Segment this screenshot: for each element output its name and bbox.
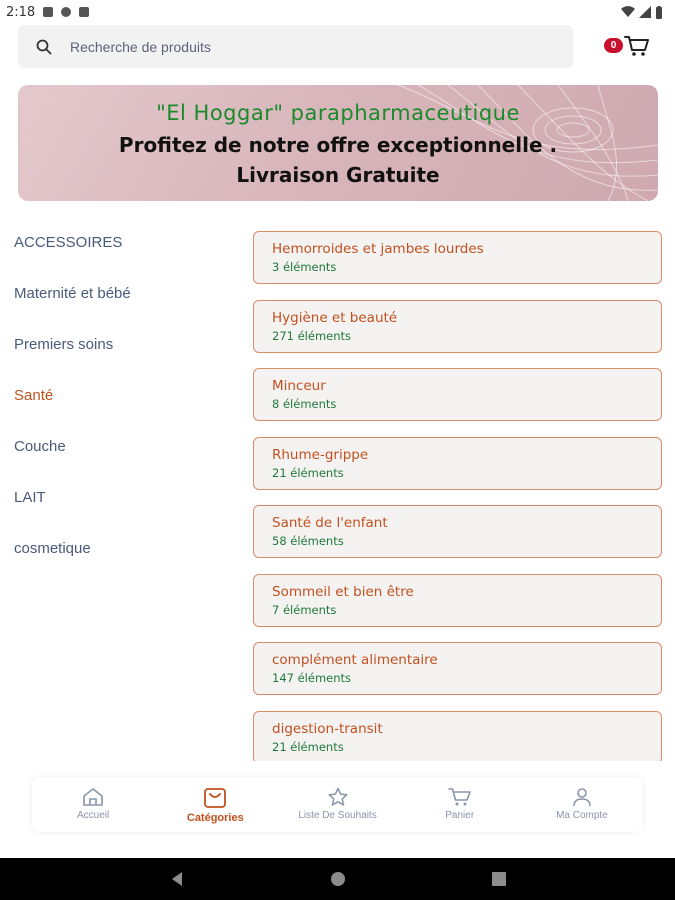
- subcategory-title: Rhume-grippe: [272, 446, 369, 463]
- nav-label: Catégories: [186, 812, 244, 824]
- promo-banner[interactable]: [18, 85, 658, 201]
- banner-offer-text: Profitez de notre offre exceptionnelle .: [118, 133, 558, 157]
- subcategory-count: 271 éléments: [272, 328, 352, 343]
- nav-label: Panier: [445, 810, 475, 821]
- subcategory-count: 21 éléments: [272, 465, 344, 480]
- subcategory-card[interactable]: [253, 574, 662, 627]
- subcategory-count: 21 éléments: [272, 739, 344, 754]
- sidebar-item-accessoires[interactable]: ACCESSOIRES: [14, 234, 123, 251]
- subcategory-count: 8 éléments: [272, 397, 337, 411]
- subcategory-count: 58 éléments: [272, 534, 344, 548]
- nav-label: Accueil: [76, 810, 110, 821]
- nav-panier[interactable]: [399, 777, 521, 832]
- sidebar-item-lait[interactable]: LAIT: [14, 489, 46, 506]
- search-input[interactable]: [70, 39, 520, 55]
- subcategory-title: Minceur: [272, 378, 326, 394]
- wifi-icon: [621, 6, 635, 18]
- sidebar-item-premiers-soins[interactable]: Premiers soins: [14, 336, 114, 353]
- bottom-navigation: [32, 777, 643, 832]
- home-button-icon[interactable]: [330, 871, 346, 887]
- nav-wishlist[interactable]: [276, 777, 398, 832]
- status-right: [621, 6, 663, 19]
- subcategory-title: complément alimentaire: [272, 652, 438, 668]
- subcategory-list[interactable]: [253, 231, 663, 761]
- subcategory-title: Santé de l'enfant: [272, 515, 388, 531]
- shopping-bag-icon: [203, 787, 227, 809]
- sidebar-item-couche[interactable]: Couche: [14, 438, 66, 455]
- cart-icon: [448, 787, 472, 807]
- subcategory-count: 147 éléments: [272, 671, 352, 685]
- subcategory-card[interactable]: [253, 368, 662, 421]
- cart-button[interactable]: [604, 33, 654, 61]
- signal-icon: [639, 6, 651, 18]
- user-icon: [571, 787, 593, 807]
- cart-icon: [624, 35, 650, 57]
- nav-accueil[interactable]: [32, 777, 154, 832]
- subcategory-title: Hygiène et beauté: [272, 309, 398, 326]
- recents-icon[interactable]: [491, 871, 507, 887]
- home-icon: [82, 787, 104, 807]
- cart-badge: 0: [604, 38, 623, 53]
- search-icon: [36, 39, 52, 55]
- battery-icon: [655, 6, 663, 19]
- notification-icon: [43, 7, 53, 17]
- subcategory-title: Hemorroides et jambes lourdes: [272, 241, 484, 257]
- status-bar: [0, 0, 675, 24]
- status-time: 2:18: [6, 4, 36, 20]
- sidebar-item-maternite[interactable]: Maternité et bébé: [14, 285, 131, 302]
- sd-card-icon: [79, 7, 89, 17]
- back-icon[interactable]: [169, 871, 185, 887]
- nav-categories[interactable]: [154, 777, 276, 832]
- subcategory-card[interactable]: [253, 437, 662, 490]
- subcategory-title: Sommeil et bien être: [272, 583, 414, 600]
- subcategory-count: 7 éléments: [272, 602, 337, 617]
- banner-brand: "El Hoggar" parapharmaceutique: [156, 101, 520, 125]
- system-navigation-bar: [0, 858, 675, 900]
- subcategory-title: digestion-transit: [272, 720, 383, 737]
- subcategory-card[interactable]: [253, 505, 662, 558]
- banner-delivery-text: Livraison Gratuite: [236, 163, 440, 187]
- subcategory-card[interactable]: [253, 642, 662, 695]
- subcategory-count: 3 éléments: [272, 260, 337, 274]
- status-left: [6, 5, 89, 20]
- category-sidebar: [14, 232, 234, 589]
- nav-label: Liste De Souhaits: [298, 810, 377, 821]
- subcategory-card[interactable]: [253, 231, 662, 284]
- search-bar[interactable]: [18, 25, 573, 68]
- app-notification-icon: [61, 7, 71, 17]
- sidebar-item-sante[interactable]: Santé: [14, 387, 54, 404]
- nav-ma-compte[interactable]: [521, 777, 643, 832]
- subcategory-card[interactable]: [253, 300, 662, 353]
- star-icon: [327, 787, 349, 807]
- sidebar-item-cosmetique[interactable]: cosmetique: [14, 540, 91, 557]
- nav-label: Ma Compte: [556, 810, 608, 821]
- subcategory-card[interactable]: [253, 711, 662, 762]
